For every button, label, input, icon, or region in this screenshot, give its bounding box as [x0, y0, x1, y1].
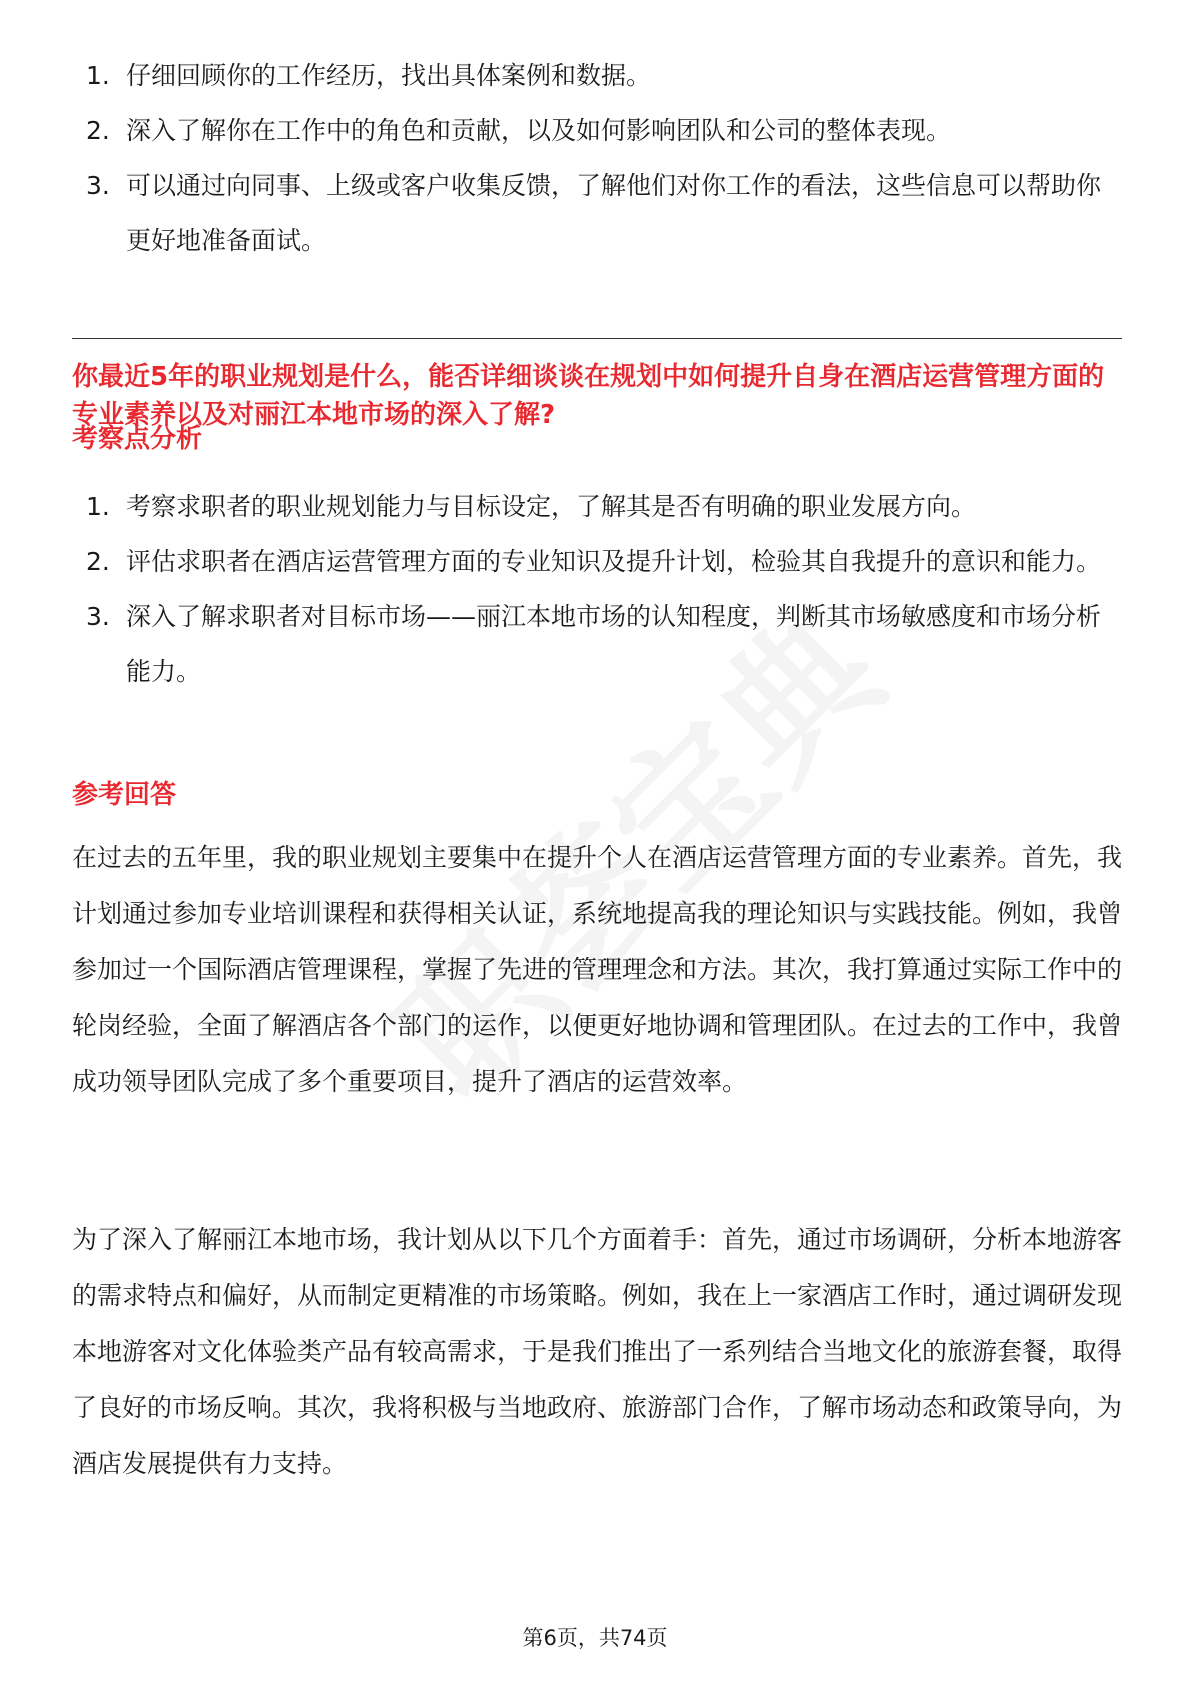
analysis-list: [72, 479, 1122, 699]
list-item: 3. 可以通过向同事、上级或客户收集反馈，了解他们对你工作的看法，这些信息可以帮助你更好地准备面试。: [86, 171, 1102, 255]
list-item: 1. 考察求职者的职业规划能力与目标设定，了解其是否有明确的职业发展方向。: [86, 492, 977, 521]
analysis-heading: 考察点分析: [72, 424, 203, 454]
list-item: 1. 仔细回顾你的工作经历，找出具体案例和数据。: [86, 61, 652, 90]
list-item: 3. 深入了解求职者对目标市场——丽江本地市场的认知程度，判断其市场敏感度和市场分析能力。: [86, 602, 1102, 686]
question-title: 你最近5年的职业规划是什么，能否详细谈谈在规划中如何提升自身在酒店运营管理方面的专业素养以及对丽江本地市场的深入了解?: [72, 362, 1105, 430]
top-list: [72, 48, 1122, 268]
divider: [72, 338, 1122, 339]
list-item: 2. 深入了解你在工作中的角色和贡献，以及如何影响团队和公司的整体表现。: [86, 116, 952, 145]
answer-heading: 参考回答: [72, 780, 177, 810]
answer-paragraph: 在过去的五年里，我的职业规划主要集中在提升个人在酒店运营管理方面的专业素养。首先，我计划通过参加专业培训课程和获得相关认证，系统地提高我的理论知识与实践技能。例如，我曾参加过一个国际酒店管理课程，掌握了先进的管理理念和方法。其次，我打算通过实际工作中的轮岗经验，全面了解酒店各个部门的运作，以便更好地协调和管理团队。在过去的工作中，我曾成功领导团队完成了多个重要项目，提升了酒店的运营效率。: [72, 843, 1123, 1096]
list-item: 2. 评估求职者在酒店运营管理方面的专业知识及提升计划，检验其自我提升的意识和能力。: [86, 547, 1102, 576]
page-footer: 第6页，共74页: [522, 1626, 668, 1650]
answer-paragraph: 为了深入了解丽江本地市场，我计划从以下几个方面着手：首先，通过市场调研，分析本地游客的需求特点和偏好，从而制定更精准的市场策略。例如，我在上一家酒店工作时，通过调研发现本地游客对文化体验类产品有较高需求，于是我们推出了一系列结合当地文化的旅游套餐，取得了良好的市场反响。其次，我将积极与当地政府、旅游部门合作，了解市场动态和政策导向，为酒店发展提供有力支持。: [72, 1225, 1123, 1478]
